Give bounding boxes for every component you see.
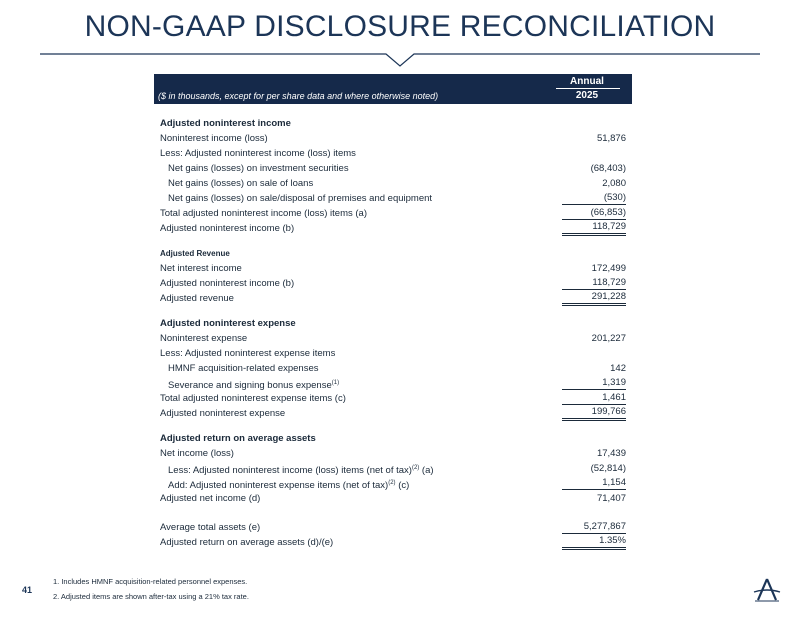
header-year: 2025 [575, 90, 599, 101]
table-row: Total adjusted noninterest income (loss) items (a) (66,853) [160, 207, 626, 219]
table-row: Adjusted noninterest income (b) 118,729 [160, 221, 626, 234]
table-header [154, 74, 632, 104]
table-row: Noninterest income (loss) 51,876 [160, 133, 626, 144]
table-row: Net gains (losses) on investment securities (68,403) [168, 163, 626, 174]
table-row: Adjusted noninterest income (b) 118,729 [160, 277, 626, 289]
table-row: Adjusted revenue 291,228 [160, 291, 626, 304]
table-row: Less: Adjusted noninterest income (loss) items [160, 148, 356, 159]
header-annual: Annual [570, 76, 604, 87]
table-row: Net gains (losses) on sale/disposal of premises and equipment (530) [168, 192, 626, 204]
reconciliation-table [154, 74, 632, 550]
page-number: 41 [22, 585, 33, 595]
table-row: Severance and signing bonus expense$^{(1)}$ 1,319 [168, 377, 626, 392]
table-row: Adjusted net income (d) 71,407 [160, 493, 626, 504]
footnotes [53, 577, 249, 607]
table-row: Adjusted return on average assets (d)/(e) 1.35% [160, 535, 626, 548]
section-heading: Adjusted noninterest income [160, 118, 291, 129]
table-row: Noninterest expense 201,227 [160, 333, 626, 344]
table-row: Average total assets (e) 5,277,867 [160, 521, 626, 533]
table-row: Less: Adjusted noninterest income (loss) items (net of tax)$^{(2)}$ (a) (52,814) [168, 463, 626, 477]
letter-a-logo-icon [752, 578, 782, 604]
table-row: Net income (loss) 17,439 [160, 448, 626, 459]
section-heading: Adjusted noninterest expense [160, 318, 296, 329]
table-row: Less: Adjusted noninterest expense items [160, 348, 336, 359]
footnote: 2. Adjusted items are shown after-tax using a 21% tax rate. [53, 592, 249, 601]
footnote: 1. Includes HMNF acquisition-related personnel expenses. [53, 577, 248, 586]
page-title: NON-GAAP DISCLOSURE RECONCILIATION [84, 10, 716, 43]
section-heading: Adjusted return on average assets [160, 433, 316, 444]
header-note: ($ in thousands, except for per share data and where otherwise noted) [158, 91, 439, 101]
table-row: Add: Adjusted noninterest expense items (net of tax)$^{(2)}$ (c) 1,154 [168, 477, 626, 492]
section-heading: Adjusted Revenue [160, 249, 230, 258]
table-row: HMNF acquisition-related expenses 142 [168, 363, 626, 374]
title-divider [0, 0, 800, 70]
table-row: Total adjusted noninterest expense items (c) 1,461 [160, 392, 626, 404]
table-row: Adjusted noninterest expense 199,766 [160, 406, 626, 419]
header-divider [556, 88, 620, 89]
table-row: Net gains (losses) on sale of loans 2,080 [168, 178, 626, 189]
table-row: Net interest income 172,499 [160, 263, 626, 274]
